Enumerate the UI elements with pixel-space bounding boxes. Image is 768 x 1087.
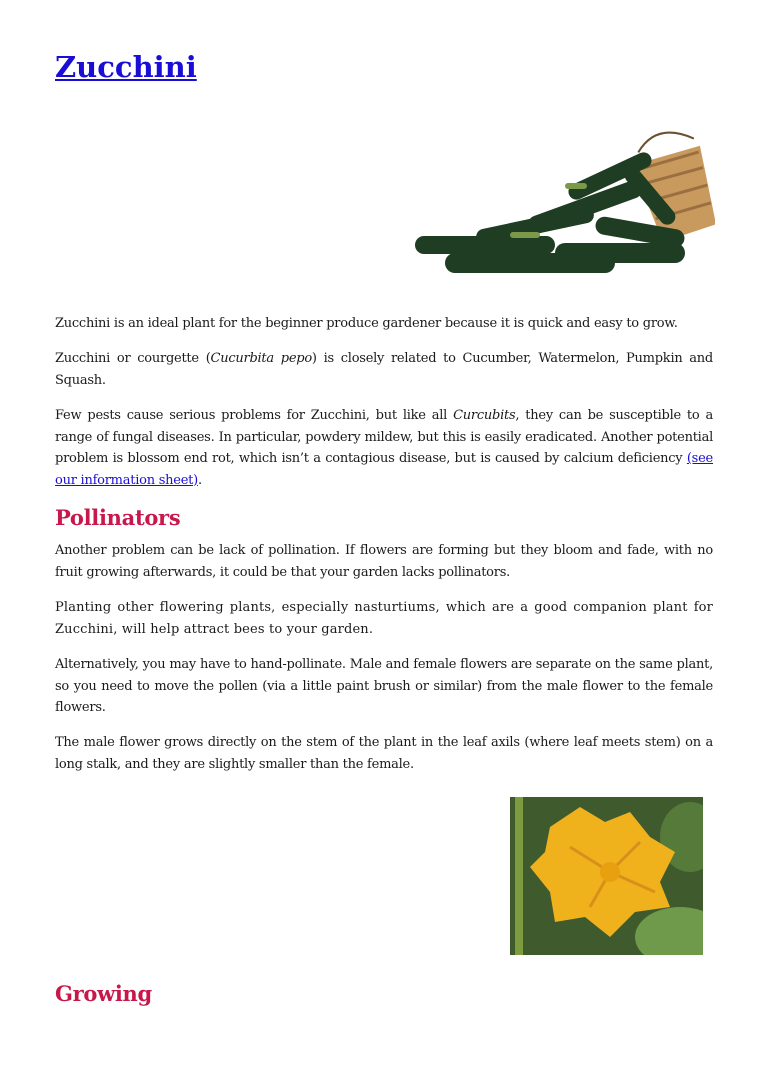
pollinators-paragraph: Planting other flowering plants, especially nasturtiums, which are a good companion plant for Zucchini, will help attract bees to your garden. [55, 600, 713, 637]
species-name: Cucurbita pepo [210, 351, 312, 366]
information-sheet-link[interactable]: (see our information sheet) [55, 451, 713, 488]
text: Few pests cause serious problems for Zucchini, but like all [55, 408, 454, 423]
pollinators-paragraph: The male flower grows directly on the stem of the plant in the leaf axils (where leaf meets stem) on a long stalk, and they are slightly smaller than the female. [55, 735, 713, 772]
pollinators-paragraph: Another problem can be lack of pollination. If flowers are forming but they bloom and fade, with no fruit growing afterwards, it could be that your garden lacks pollinators. [55, 543, 713, 580]
text: ) is closely related to Cucumber, Watermelon, Pumpkin and Squash. [55, 351, 714, 388]
zucchini-basket-image [415, 128, 715, 290]
title-link[interactable]: Zucchini [55, 50, 197, 84]
genus-name: Curcubits [453, 408, 516, 423]
growing-heading: Growing [55, 981, 152, 1006]
pollinators-paragraph: Alternatively, you may have to hand-pollinate. Male and female flowers are separate on the same plant, so you need to move the pollen (via a little paint brush or similar) from the male flower to the female flowers. [55, 657, 713, 715]
intro-paragraph-2 [55, 348, 713, 391]
intro-paragraph-1: Zucchini is an ideal plant for the beginner produce gardener because it is quick and easy to grow. [55, 316, 678, 331]
pollinators-heading: Pollinators [55, 505, 181, 530]
text: . [197, 472, 202, 488]
zucchini-flower-image [510, 797, 703, 955]
intro-paragraph-3 [55, 405, 713, 491]
text: , they can be susceptible to a range of fungal diseases. In particular, powdery mildew, but this is easily eradicated. Another potential problem is blossom end rot, which isn’t a contagious disease, but is caused by calcium deficiency [55, 408, 713, 466]
text: Zucchini or courgette ( [55, 351, 211, 366]
page-title [55, 50, 197, 84]
